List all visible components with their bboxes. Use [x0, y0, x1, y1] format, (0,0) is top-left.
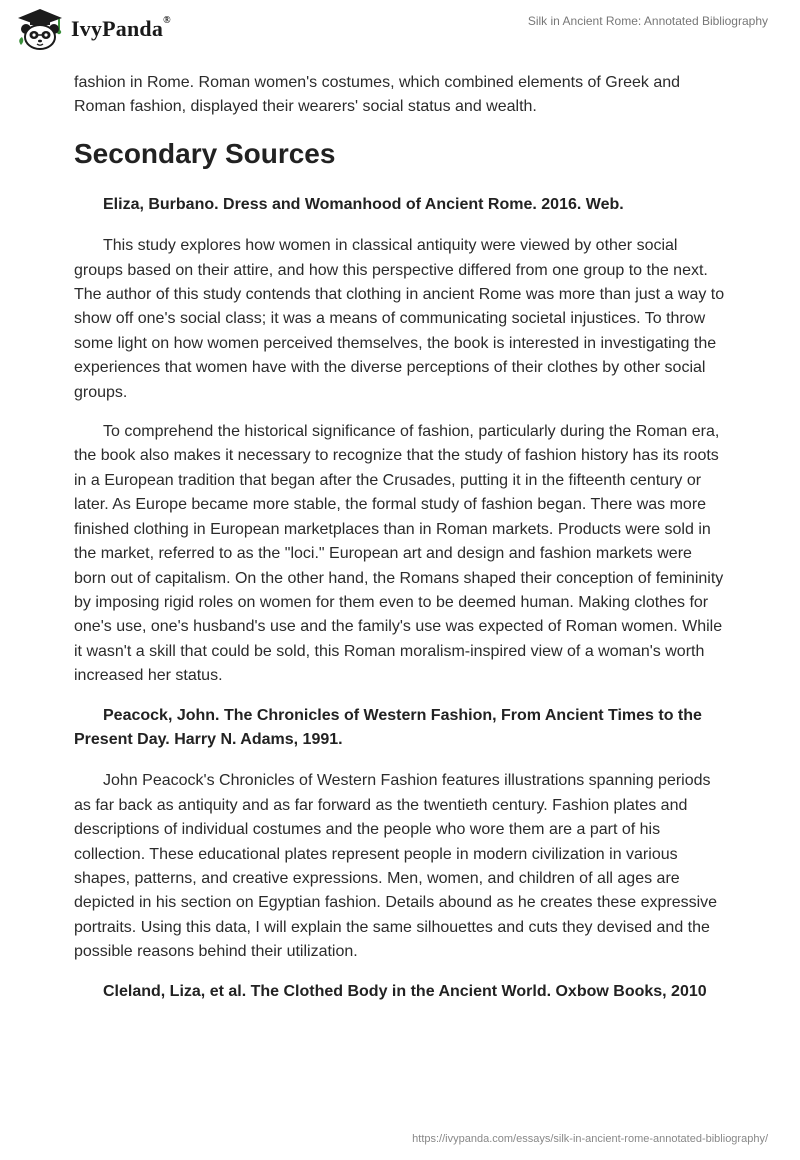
- annotation-paragraph: This study explores how women in classical antiquity were viewed by other social groups based on their attire, and how this perspective differed from one group to the next. The author of this study contends that clothing in ancient Rome was more than just a way to show off one's social class; it was a means of communicating societal injustices. To throw some light on how women perceived themselves, the book is interested in investigating the experiences that women have with the diverse perceptions of their clothes by other social groups.: [74, 237, 725, 401]
- page-header: [0, 0, 800, 70]
- intro-paragraph: fashion in Rome. Roman women's costumes, which combined elements of Greek and Roman fashion, displayed their wearers' social status and wealth.: [74, 74, 681, 116]
- document-body: [74, 71, 726, 1021]
- brand-name: IvyPanda®: [71, 15, 171, 41]
- registered-mark: ®: [163, 15, 171, 26]
- source-url[interactable]: https://ivypanda.com/essays/silk-in-ancient-rome-annotated-bibliography/: [412, 1133, 768, 1145]
- reference-entry: Peacock, John. The Chronicles of Western Fashion, From Ancient Times to the Present Day. Harry N. Adams, 1991.: [74, 706, 702, 748]
- reference-entry: Eliza, Burbano. Dress and Womanhood of Ancient Rome. 2016. Web.: [103, 195, 624, 213]
- ivypanda-logo[interactable]: [15, 7, 171, 51]
- reference-entry: Cleland, Liza, et al. The Clothed Body in the Ancient World. Oxbow Books, 2010: [103, 982, 707, 1000]
- annotation-paragraph: John Peacock's Chronicles of Western Fashion features illustrations spanning periods as far back as antiquity and as far forward as the twentieth century. Fashion plates and descriptions of individual costumes and the people who wore them are a part of his collection. These educational plates represent people in modern civilization in various shapes, patterns, and creative expressions. Men, women, and children of all ages are depicted in his section on Egyptian fashion. Details abound as he creates these expressive portraits. Using this data, I will explain the same silhouettes and cuts they devised and the possible reasons behind their utilization.: [74, 772, 718, 961]
- annotation-paragraph: To comprehend the historical significance of fashion, particularly during the Roman era, the book also makes it necessary to recognize that the study of fashion history has its roots in a European tradition that began after the Crusades, putting it in the fifteenth century or later. As Europe became more stable, the formal study of fashion began. There was more finished clothing in European marketplaces than in Roman markets. Products were sold in the market, referred to as the "loci." European art and design and fashion markets were born out of capitalism. On the other hand, the Romans shaped their conception of femininity by imposing rigid roles on women for them even to be deemed human. Making clothes for one's use, one's husband's use and the family's use was expected of Roman women. While it wasn't a skill that could be sold, this Roman moralism-inspired view of a woman's worth increased her status.: [74, 423, 724, 685]
- section-heading: Secondary Sources: [74, 137, 336, 169]
- document-title: Silk in Ancient Rome: Annotated Bibliography: [527, 14, 768, 28]
- panda-graduate-icon: [15, 7, 65, 51]
